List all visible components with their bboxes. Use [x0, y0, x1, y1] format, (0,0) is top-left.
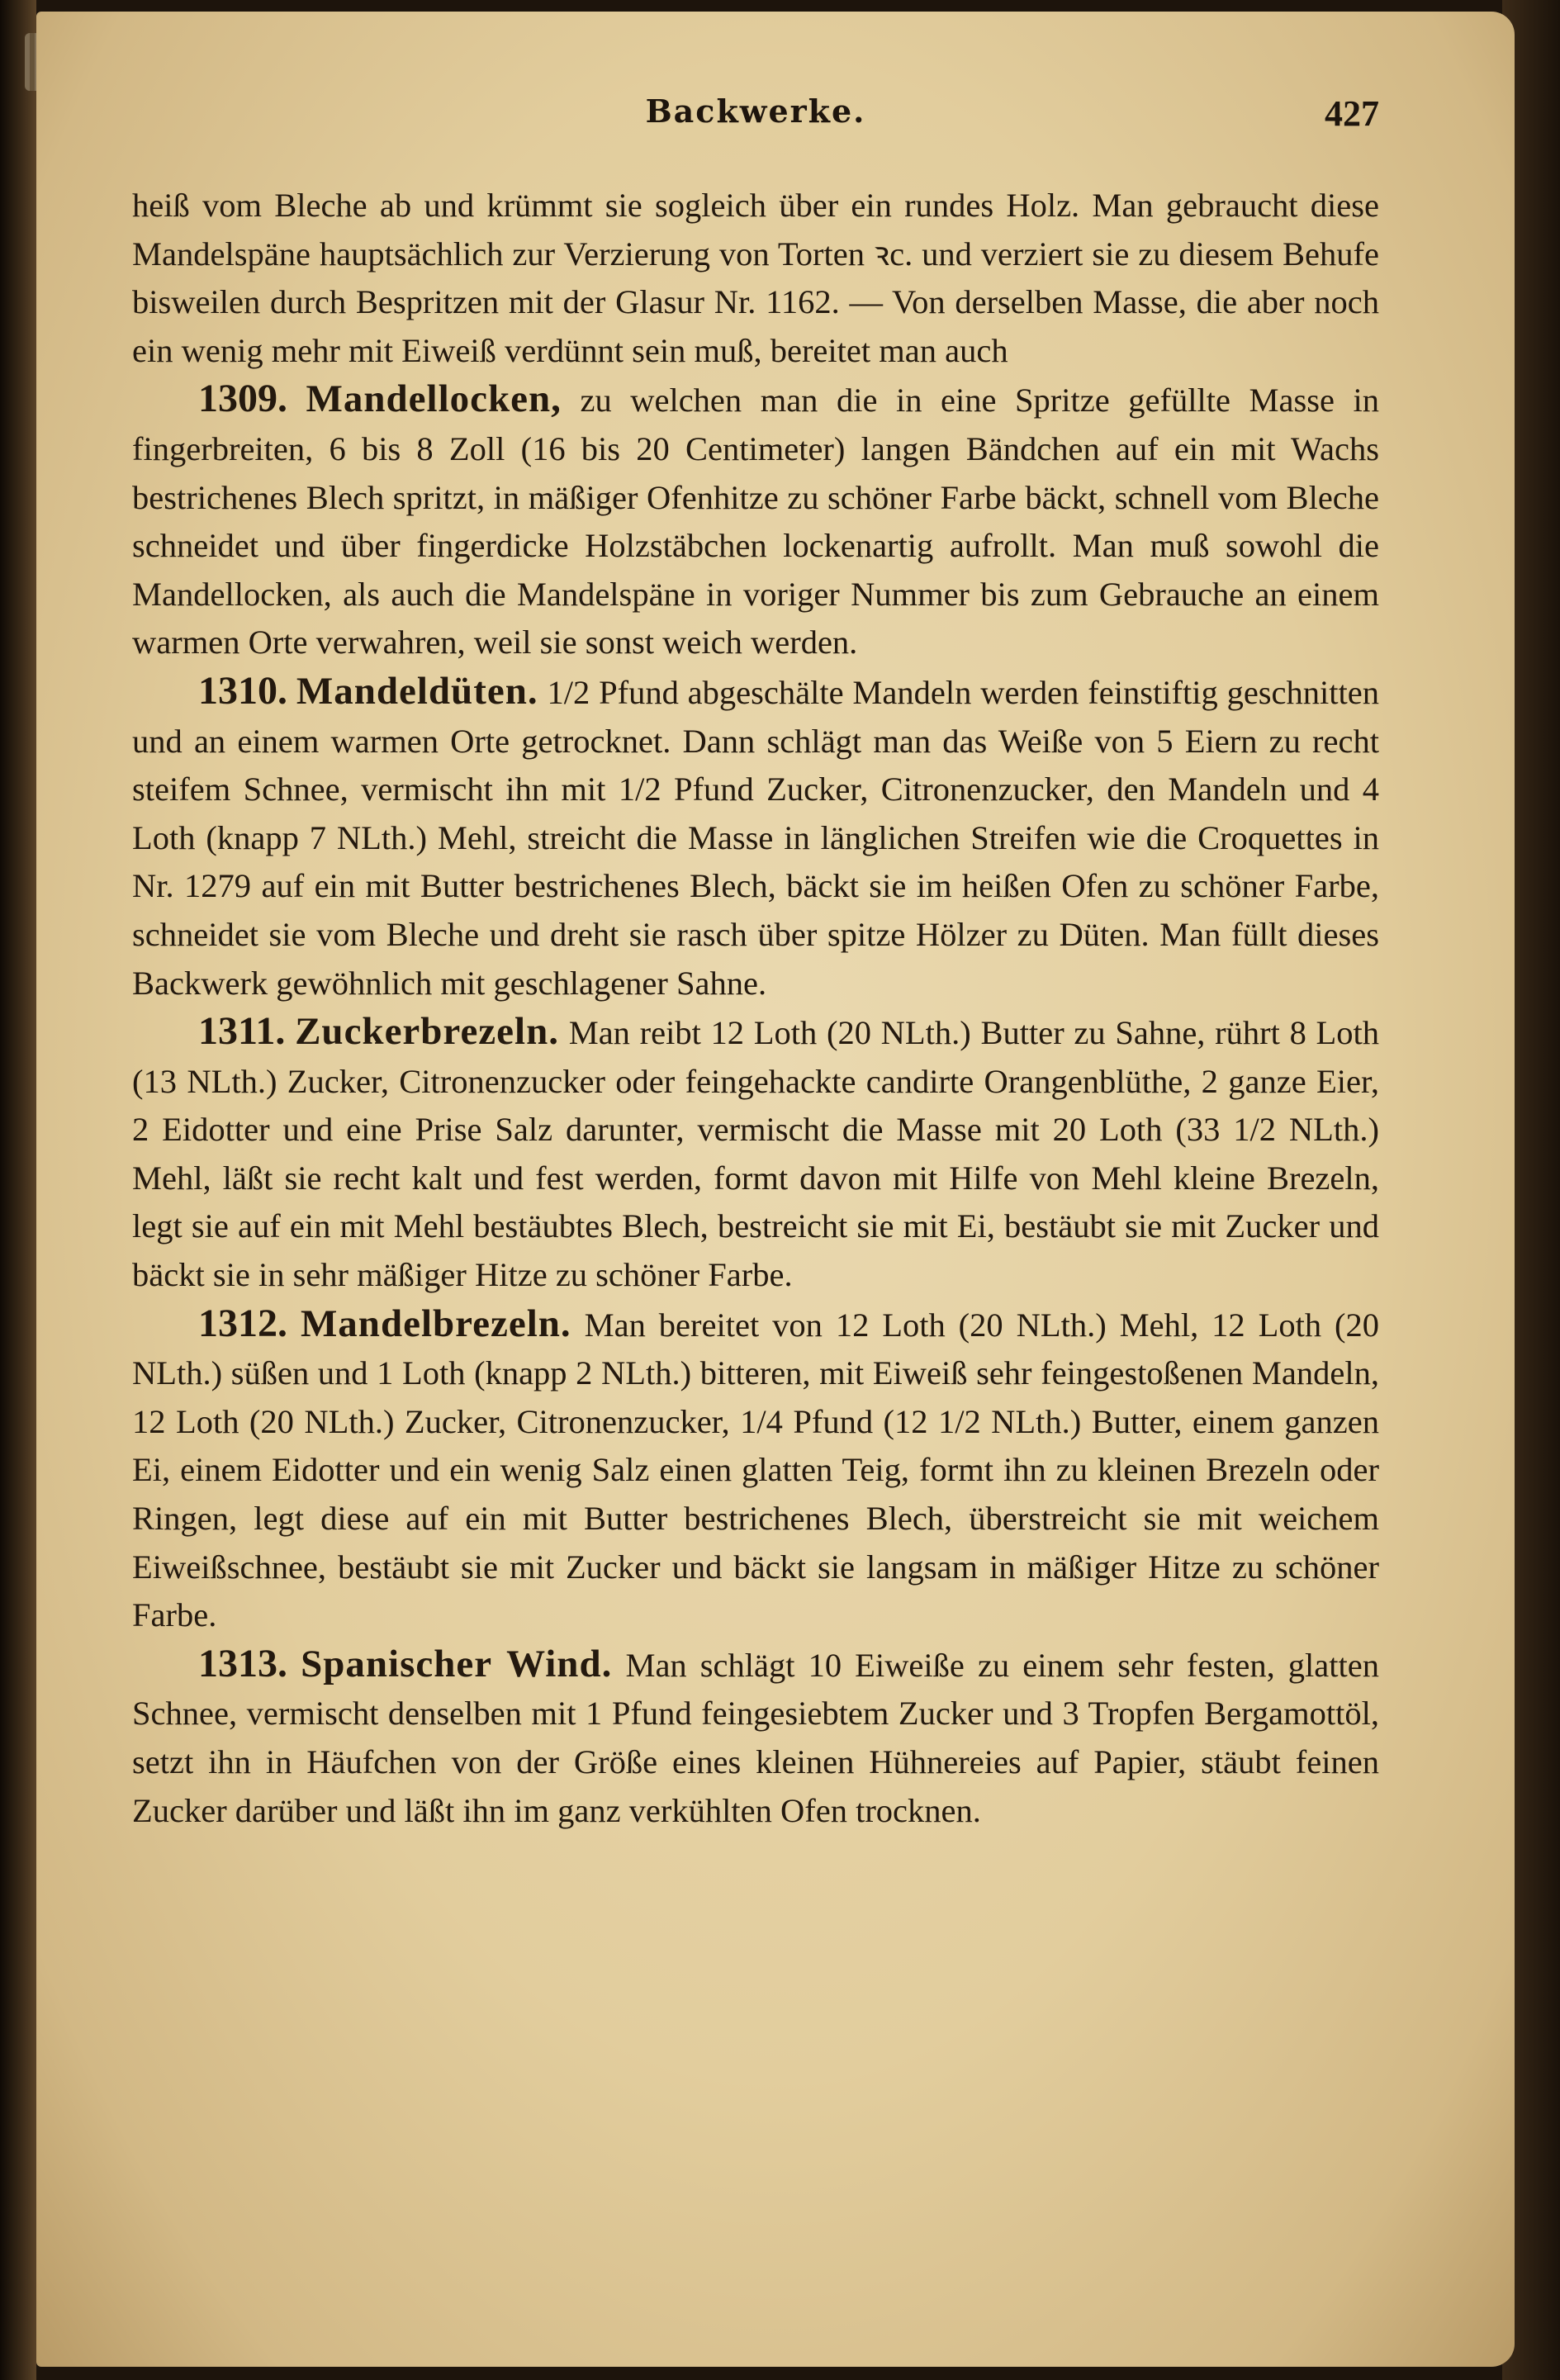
- page-header: [132, 92, 1379, 142]
- recipe-number: 1309.: [198, 377, 287, 421]
- recipe-number: 1312.: [198, 1301, 287, 1345]
- recipe-1312: [132, 1300, 1379, 1640]
- recipe-text: Man bereitet von 12 Loth (20 NLth.) Mehl, 12 Loth (20 NLth.) süßen und 1 Loth (knapp 2 NLth.) bitteren, mit Eiweiß sehr feingestoßenen Mandeln, 12 Loth (20 NLth.) Zucker, Citronenzucker, 1/4 Pfund (12 1/2 NLth.) Butter, einem ganzen Ei, einem Eidotter und ein wenig Salz einen glatten Teig, formt ihn zu kleinen Brezeln oder Ringen, legt diese auf ein mit Butter bestrichenes Blech, überstreicht sie mit weichem Eiweißschnee, bestäubt sie mit Zucker und bäckt sie langsam in mäßiger Hitze zu schöner Farbe.: [132, 1306, 1380, 1634]
- recipe-1309: [132, 375, 1379, 667]
- page-body: [132, 182, 1379, 1835]
- recipe-title: Mandeldüten.: [296, 669, 538, 713]
- recipe-1311: [132, 1007, 1379, 1300]
- recipe-title: Mandellocken,: [306, 377, 562, 421]
- book-spine-shadow: [0, 0, 36, 2380]
- recipe-number: 1310.: [198, 668, 287, 713]
- recipe-title: Zuckerbrezeln.: [295, 1010, 559, 1054]
- recipe-number: 1311.: [198, 1009, 286, 1054]
- recipe-title: Mandelbrezeln.: [300, 1301, 571, 1345]
- intro-paragraph: heiß vom Bleche ab und krümmt sie sogleich über ein rundes Holz. Man gebraucht diese Mandelspäne hauptsächlich zur Verzierung von Torten ꝛc. und verziert sie zu diesem Behufe bisweilen durch Bespritzen mit der Glasur Nr. 1162. — Von derselben Masse, die aber noch ein wenig mehr mit Eiweiß verdünnt sein muß, bereitet man auch: [132, 187, 1379, 369]
- recipe-text: 1/2 Pfund abgeschälte Mandeln werden feinstiftig geschnitten und an einem warmen Orte getrocknet. Dann schlägt man das Weiße von 5 Eiern zu recht steifem Schnee, vermischt ihn mit 1/2 Pfund Zucker, Citronenzucker, den Mandeln und 4 Loth (knapp 7 NLth.) Mehl, streicht die Masse in länglichen Streifen wie die Croquettes in Nr. 1279 auf ein mit Butter bestrichenes Blech, bäckt sie im heißen Ofen zu schöner Farbe, schneidet sie vom Bleche und dreht sie rasch über spitze Hölzer zu Düten. Man füllt dieses Backwerk gewöhnlich mit geschlagener Sahne.: [132, 673, 1380, 1002]
- recipe-text: Man schlägt 10 Eiweiße zu einem sehr festen, glatten Schnee, vermischt denselben mit 1 Pfund feingesiebtem Zucker und 3 Tropfen Bergamottöl, setzt ihn in Häufchen von der Größe eines kleinen Hühnereies auf Papier, stäubt feinen Zucker darüber und läßt ihn im ganz verkühlten Ofen trocknen.: [132, 1646, 1380, 1829]
- recipe-text: zu welchen man die in eine Spritze gefüllte Masse in fingerbreiten, 6 bis 8 Zoll (16 bis 20 Centimeter) langen Bändchen auf ein mit Wachs bestrichenes Blech spritzt, in mäßiger Ofenhitze zu schöner Farbe bäckt, schnell vom Bleche schneidet und über fingerdicke Holzstäbchen lockenartig aufrollt. Man muß sowohl die Mandellocken, als auch die Mandelspäne in voriger Nummer bis zum Gebrauche an einem warmen Orte verwahren, weil sie sonst weich werden.: [132, 382, 1380, 661]
- recipe-number: 1313.: [198, 1641, 287, 1685]
- recipe-1310: [132, 667, 1379, 1007]
- recipe-1313: [132, 1640, 1379, 1835]
- page-number: 427: [1325, 93, 1379, 134]
- running-title: Backwerke.: [645, 92, 866, 130]
- recipe-title: Spanischer Wind.: [301, 1642, 613, 1685]
- recipe-text: Man reibt 12 Loth (20 NLth.) Butter zu Sahne, rührt 8 Loth (13 NLth.) Zucker, Citronenzucker oder feingehackte candirte Orangenblüthe, 2 ganze Eier, 2 Eidotter und eine Prise Salz darunter, vermischt die Masse mit 20 Loth (33 1/2 NLth.) Mehl, läßt sie recht kalt und fest werden, formt davon mit Hilfe von Mehl kleine Brezeln, legt sie auf ein mit Mehl bestäubtes Blech, bestreicht sie mit Ei, bestäubt sie mit Zucker und bäckt sie in sehr mäßiger Hitze zu schöner Farbe.: [132, 1014, 1380, 1294]
